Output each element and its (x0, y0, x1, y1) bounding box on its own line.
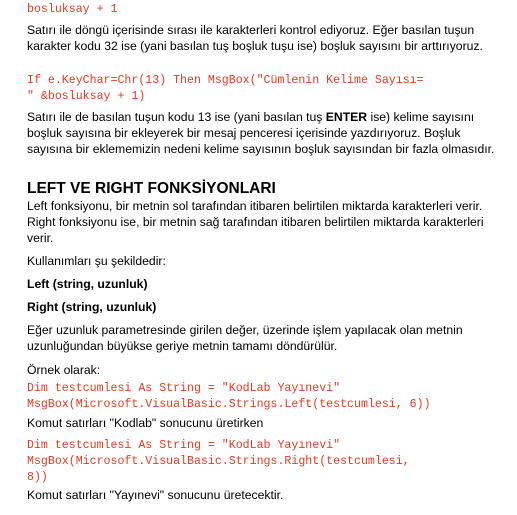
paragraph-example-intro: Örnek olarak: (27, 363, 101, 377)
paragraph-length-note: Eğer uzunluk parametresinde girilen değer, üzerinde işlem yapılacak olan metnin uzunluğundan büyükse geriye metnin tamamı döndürülür. (27, 323, 463, 353)
paragraph-loop-explanation: Satırı ile döngü içerisinde sırası ile karakterleri kontrol ediyoruz. Eğer basılan tuşun karakter kodu 32 ise (yani basılan tuş boşluk tuşu ise) boşluk sayısını bir arttırıyoruz. (27, 23, 483, 53)
code-example-left: Dim testcumlesi As String = "KodLab Yayınevi" MsgBox(Microsoft.VisualBasic.Strings.Left(testcumlesi, 6)) (27, 382, 431, 411)
code-snippet-increment: bosluksay + 1 (27, 3, 118, 16)
bold-keyword: ENTER (325, 110, 368, 124)
paragraph-enter-explanation (27, 109, 497, 157)
code-example-right: Dim testcumlesi As String = "KodLab Yayınevi" MsgBox(Microsoft.VisualBasic.Strings.Right(testcumlesi, 8)) (27, 439, 410, 484)
paragraph-usage-intro: Kullanımları şu şekildedir: (27, 254, 166, 268)
paragraph-right-result: Komut satırları "Yayınevi" sonucunu üretecektir. (27, 488, 284, 502)
code-snippet-msgbox: If e.KeyChar=Chr(13) Then MsgBox("Cümlenin Kelime Sayısı= " &bosluksay + 1) (27, 74, 424, 103)
text-segment: ise) kelime sayısını boşluk sayısına bir ekleyerek bir mesaj penceresi içerisinde yazdırıyoruz. Boşluk sayısına bir eklememizin nedeni kelime sayısının boşluk sayısından bir fazla olmasıdır. (27, 110, 495, 156)
syntax-left: Left (string, uzunluk) (27, 277, 148, 291)
section-heading: LEFT VE RIGHT FONKSİYONLARI (27, 180, 276, 197)
text-segment: Satırı ile de basılan tuşun kodu 13 ise (yani basılan tuş (27, 110, 326, 124)
syntax-right: Right (string, uzunluk) (27, 300, 157, 314)
paragraph-left-right-description: Left fonksiyonu, bir metnin sol tarafından itibaren belirtilen miktarda karakterleri verir. Right fonksiyonu ise, bir metnin sağ tarafından itibaren belirtilen miktarda karakterleri verir. (27, 199, 484, 245)
paragraph-left-result: Komut satırları "Kodlab" sonucunu üretirken (27, 416, 264, 430)
